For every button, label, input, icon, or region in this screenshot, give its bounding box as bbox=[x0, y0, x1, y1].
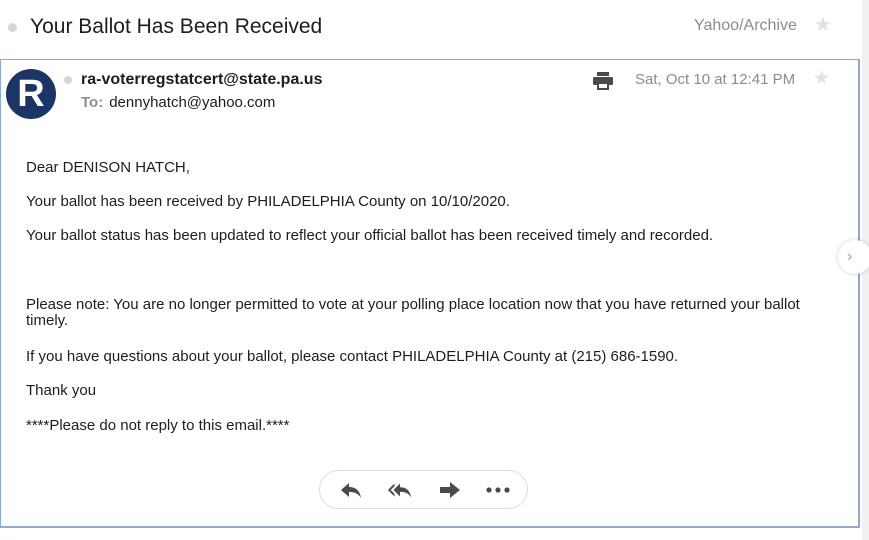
print-icon[interactable] bbox=[592, 71, 614, 91]
more-icon bbox=[485, 480, 511, 500]
to-label: To: bbox=[81, 94, 104, 111]
reply-all-button[interactable] bbox=[387, 479, 413, 501]
star-icon[interactable]: ★ bbox=[814, 14, 832, 36]
footer-note: ****Please do not reply to this email.**** bbox=[26, 417, 290, 434]
message-action-toolbar bbox=[319, 470, 528, 509]
reply-button[interactable] bbox=[338, 479, 364, 501]
more-button[interactable] bbox=[485, 479, 511, 501]
star-icon[interactable]: ★ bbox=[813, 68, 831, 89]
body-line: Your ballot status has been updated to reflect your official ballot has been received timely and recorded. bbox=[26, 227, 714, 244]
sign-off: Thank you bbox=[26, 382, 97, 399]
body-line: If you have questions about your ballot, please contact PHILADELPHIA County at (215) 686-1590. bbox=[26, 348, 679, 365]
recipient-row bbox=[81, 94, 275, 111]
sender-status-dot bbox=[64, 76, 72, 84]
greeting: Dear DENISON HATCH, bbox=[26, 159, 190, 176]
reply-all-icon bbox=[387, 480, 413, 500]
forward-button[interactable] bbox=[437, 479, 463, 501]
body-line: Your ballot has been received by PHILADELPHIA County on 10/10/2020. bbox=[26, 193, 510, 210]
avatar[interactable] bbox=[6, 69, 56, 119]
message-card bbox=[0, 59, 860, 528]
forward-icon bbox=[438, 480, 462, 500]
recipient-address[interactable]: dennyhatch@yahoo.com bbox=[109, 94, 276, 111]
avatar-letter: R bbox=[17, 73, 45, 115]
chevron-right-icon: › bbox=[847, 248, 853, 265]
next-message-button[interactable] bbox=[838, 240, 869, 274]
folder-label[interactable]: Yahoo/Archive bbox=[694, 17, 797, 34]
message-date: Sat, Oct 10 at 12:41 PM bbox=[635, 71, 796, 88]
email-subject: Your Ballot Has Been Received bbox=[30, 15, 323, 38]
sender-address[interactable]: ra-voterregstatcert@state.pa.us bbox=[81, 71, 323, 88]
unread-dot[interactable] bbox=[8, 23, 17, 32]
body-line: Please note: You are no longer permitted to vote at your polling place location now that you have returned your ballot timely. bbox=[26, 296, 800, 329]
reply-icon bbox=[339, 480, 363, 500]
